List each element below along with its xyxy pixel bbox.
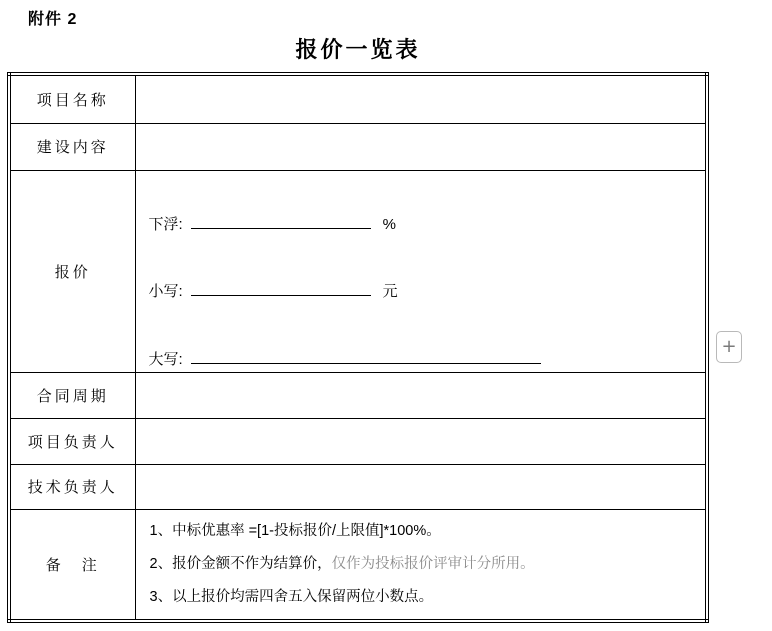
row-value-technical-manager [135,464,707,509]
row-label-project-manager: 项目负责人 [9,418,135,464]
lowercase-amount-line [149,280,706,302]
row-label-contract-period: 合同周期 [9,372,135,418]
row-label-project-name: 项目名称 [9,74,135,123]
downward-float-blank-line [191,215,371,229]
table-row [9,372,707,418]
plus-icon: + [721,336,737,357]
row-label-construction-content: 建设内容 [9,123,135,170]
remark-note-3-text: 3、以上报价均需四舍五入保留两位小数点。 [149,588,434,605]
yuan-unit: 元 [382,282,398,300]
quotation-cell [135,170,707,372]
row-value-project-manager [135,418,707,464]
uppercase-amount-line [149,348,706,370]
row-value-contract-period [135,372,707,418]
remark-note-3 [150,581,700,614]
table-row [9,123,707,170]
row-value-project-name [135,74,707,123]
downward-float-line [149,213,706,235]
uppercase-amount-prefix: 大写: [148,350,183,368]
lowercase-amount-blank-line [191,282,371,296]
attachment-label: 附件 2 [28,11,78,28]
downward-float-prefix: 下浮: [148,215,183,233]
table-row [9,170,707,372]
row-label-quotation: 报价 [9,170,135,372]
remarks-cell [135,509,707,621]
remark-note-1 [150,515,700,548]
remark-note-2-gray-text: 仅作为投标报价评审计分所用。 [331,555,535,572]
uppercase-amount-blank-line [191,350,541,364]
table-row [9,418,707,464]
add-button[interactable] [716,331,742,363]
remark-note-1-text: 1、中标优惠率 =[1-投标报价/上限值]*100%。 [149,522,441,539]
lowercase-amount-prefix: 小写: [148,282,183,300]
row-value-construction-content [135,123,707,170]
table-row [9,74,707,123]
remark-note-2-text: 2、报价金额不作为结算价， [149,555,332,572]
table-row [9,464,707,509]
table-row [9,509,707,621]
percent-unit: % [382,215,397,233]
remark-note-2 [150,548,700,581]
row-label-technical-manager: 技术负责人 [9,464,135,509]
page-title: 报价一览表 [295,37,421,62]
quotation-table [7,72,709,623]
row-label-remarks: 备 注 [9,509,135,621]
